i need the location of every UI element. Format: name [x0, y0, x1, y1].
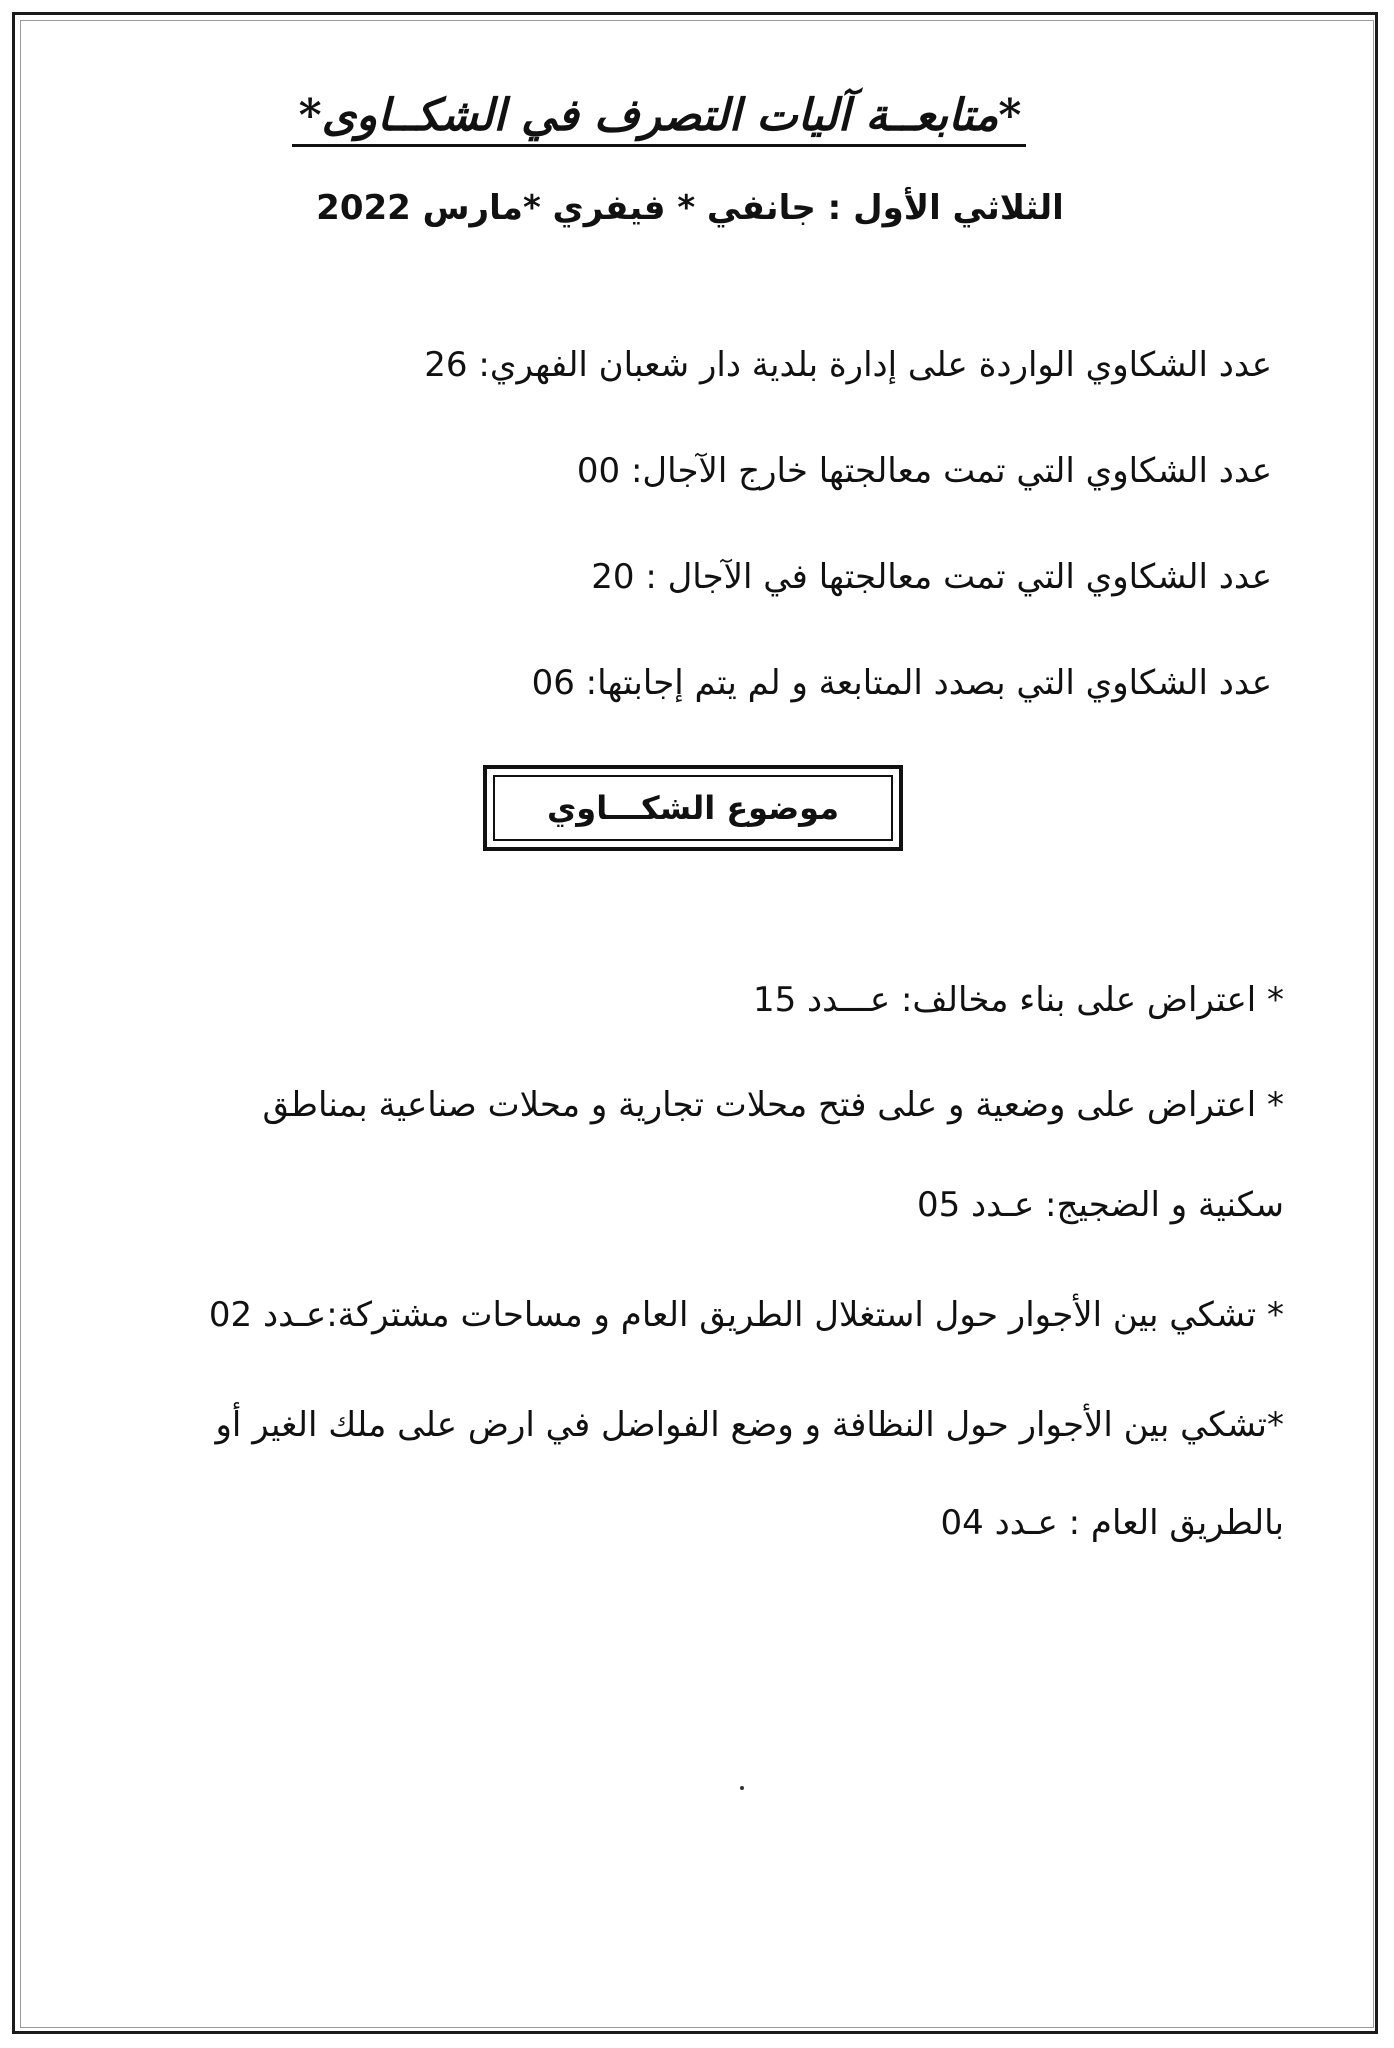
- stray-dot: [740, 1786, 744, 1790]
- complaint-item-shops-line2: سكنية و الضجيج: عـدد 05: [916, 1185, 1284, 1225]
- complaint-item-cleanliness-line2: بالطريق العام : عـدد 04: [940, 1503, 1284, 1543]
- stat-value: 26: [424, 345, 468, 385]
- complaint-item-cleanliness-line1: *تشكي بين الأجوار حول النظافة و وضع الفواضل في ارض على ملك الغير أو: [215, 1405, 1284, 1445]
- stat-line-pending: [272, 658, 1272, 708]
- document-title: *متابعــة آليات التصرف في الشكــاوى*: [298, 90, 1022, 141]
- stat-line-late: [272, 446, 1272, 496]
- title-underline: [292, 144, 1026, 147]
- complaint-item-shops-line1: * اعتراض على وضعية و على فتح محلات تجارية و محلات صناعية بمناطق: [262, 1085, 1284, 1125]
- stat-label: عدد الشكاوي الواردة على إدارة بلدية دار شعبان الفهري:: [478, 345, 1272, 385]
- stat-label: عدد الشكاوي التي تمت معالجتها في الآجال :: [645, 557, 1272, 597]
- stat-label: عدد الشكاوي التي تمت معالجتها خارج الآجال:: [630, 451, 1272, 491]
- section-heading: موضوع الشكـــاوي: [493, 775, 893, 841]
- stat-line-received: [272, 340, 1272, 390]
- stat-value: 00: [576, 451, 621, 491]
- stat-line-on-time: [272, 552, 1272, 602]
- document-subtitle: الثلاثي الأول : جانفي * فيفري *مارس 2022: [316, 188, 1064, 228]
- section-heading-box: [483, 765, 903, 851]
- stat-label: عدد الشكاوي التي بصدد المتابعة و لم يتم إجابتها:: [585, 663, 1272, 703]
- stat-value: 06: [531, 663, 575, 703]
- complaint-item-road-use: * تشكي بين الأجوار حول استغلال الطريق العام و مساحات مشتركة:عـدد 02: [208, 1295, 1284, 1335]
- stat-value: 20: [591, 557, 635, 597]
- complaint-item-illegal-building: * اعتراض على بناء مخالف: عـــدد 15: [752, 980, 1284, 1020]
